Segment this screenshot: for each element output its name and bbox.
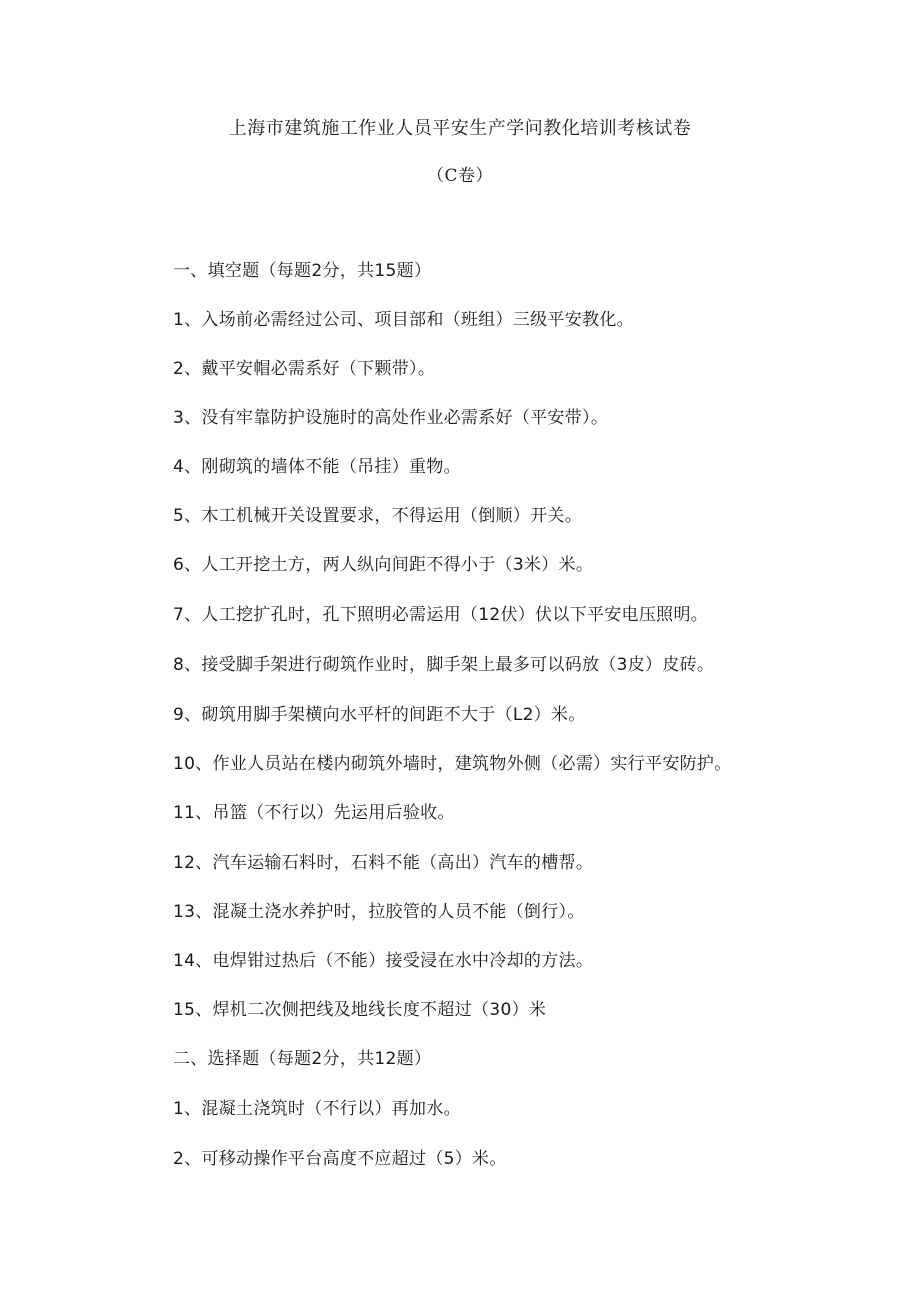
question-item: 3、没有牢靠防护设施时的高处作业必需系好（平安带）。 — [173, 408, 609, 428]
question-item: 4、刚砌筑的墙体不能（吊挂）重物。 — [173, 457, 461, 477]
question-item: 1、入场前必需经过公司、项目部和（班组）三级平安教化。 — [173, 310, 634, 330]
question-item: 6、人工开挖土方，两人纵向间距不得小于（3米）米。 — [173, 555, 594, 575]
question-item: 13、混凝土浇水养护时，拉胶管的人员不能（倒行）。 — [173, 902, 585, 922]
section-heading-choice: 二、选择题（每题2分，共12题） — [173, 1049, 432, 1069]
question-item: 5、木工机械开关设置要求，不得运用（倒顺）开关。 — [173, 506, 583, 526]
question-item: 7、人工挖扩孔时，孔下照明必需运用（12伏）伏以下平安电压照明。 — [173, 605, 709, 625]
question-item: 15、焊机二次侧把线及地线长度不超过（30）米 — [173, 1000, 547, 1020]
question-item: 10、作业人员站在楼内砌筑外墙时，建筑物外侧（必需）实行平安防护。 — [173, 754, 732, 774]
question-item: 9、砌筑用脚手架横向水平杆的间距不大于（L2）米。 — [173, 705, 586, 725]
question-item: 2、可移动操作平台高度不应超过（5）米。 — [173, 1149, 507, 1169]
question-item: 14、电焊钳过热后（不能）接受浸在水中冷却的方法。 — [173, 951, 594, 971]
document-subtitle: （C卷） — [426, 166, 493, 186]
document-title: 上海市建筑施工作业人员平安生产学问教化培训考核试卷 — [228, 118, 692, 139]
question-item: 1、混凝土浇筑时（不行以）再加水。 — [173, 1099, 461, 1119]
question-item: 11、吊篮（不行以）先运用后验收。 — [173, 803, 455, 823]
section-heading-fill-in: 一、填空题（每题2分，共15题） — [173, 261, 432, 281]
question-item: 8、接受脚手架进行砌筑作业时，脚手架上最多可以码放（3皮）皮砖。 — [173, 655, 715, 675]
question-item: 2、戴平安帽必需系好（下颗带）。 — [173, 359, 436, 379]
question-item: 12、汽车运输石料时，石料不能（高出）汽车的槽帮。 — [173, 853, 594, 873]
